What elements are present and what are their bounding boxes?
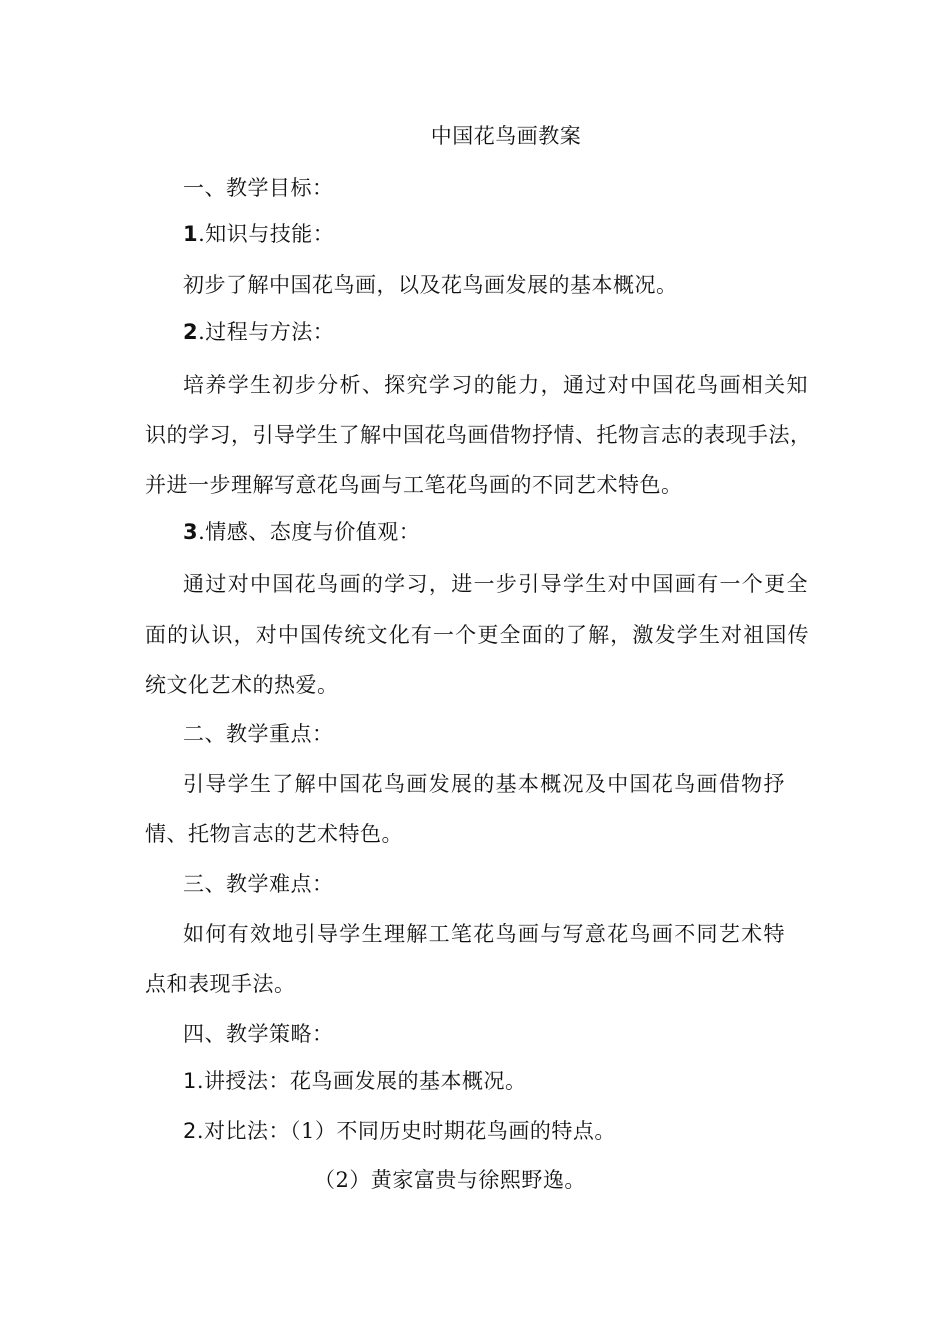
- objective-3-number: 3: [183, 520, 199, 544]
- objective-1-text: 初步了解中国花鸟画，以及花鸟画发展的基本概况。: [183, 273, 678, 297]
- objective-1-number: 1: [183, 222, 199, 246]
- section-heading-key-points: 二、教学重点：: [183, 722, 334, 746]
- objective-2-heading: [183, 318, 334, 346]
- document-title: 中国花鸟画教案: [430, 124, 582, 148]
- objective-2-number: 2: [183, 320, 199, 344]
- strategy-1-label: .讲授法：花鸟画发展的基本概况。: [196, 1069, 527, 1093]
- objective-1-label: .知识与技能：: [198, 222, 335, 246]
- section-heading-objectives: 一、教学目标：: [183, 176, 334, 200]
- objective-3-text-line: 统文化艺术的热爱。: [145, 673, 339, 697]
- key-points-text-line: 情、托物言志的艺术特色。: [145, 822, 403, 846]
- key-points-text-line: 引导学生了解中国花鸟画发展的基本概况及中国花鸟画借物抒: [183, 772, 785, 796]
- objective-2-text-line: 识的学习，引导学生了解中国花鸟画借物抒情、托物言志的表现手法，: [145, 423, 812, 447]
- objective-2-text-line: 并进一步理解写意花鸟画与工笔花鸟画的不同艺术特色。: [145, 473, 683, 497]
- section-heading-difficulties: 三、教学难点：: [183, 872, 334, 896]
- strategy-2-number: 2: [183, 1119, 197, 1143]
- strategy-2: [183, 1117, 616, 1145]
- objective-2-text-line: 培养学生初步分析、探究学习的能力，通过对中国花鸟画相关知: [183, 373, 808, 397]
- objective-3-text-line: 面的认识，对中国传统文化有一个更全面的了解，激发学生对祖国传: [145, 623, 809, 647]
- strategy-2-label: .对比法：（1）不同历史时期花鸟画的特点。: [196, 1119, 616, 1143]
- strategy-2-sub-item: （2）黄家富贵与徐熙野逸。: [314, 1168, 586, 1192]
- difficulties-text-line: 如何有效地引导学生理解工笔花鸟画与写意花鸟画不同艺术特: [183, 922, 785, 946]
- objective-3-heading: [183, 518, 420, 546]
- section-heading-strategies: 四、教学策略：: [183, 1022, 334, 1046]
- objective-3-label: .情感、态度与价值观：: [198, 520, 421, 544]
- objective-2-label: .过程与方法：: [198, 320, 335, 344]
- strategy-1: [183, 1067, 527, 1095]
- objective-3-text-line: 通过对中国花鸟画的学习，进一步引导学生对中国画有一个更全: [183, 572, 808, 596]
- strategy-1-number: 1: [183, 1069, 197, 1093]
- difficulties-text-line: 点和表现手法。: [145, 972, 296, 996]
- objective-1-heading: [183, 220, 334, 248]
